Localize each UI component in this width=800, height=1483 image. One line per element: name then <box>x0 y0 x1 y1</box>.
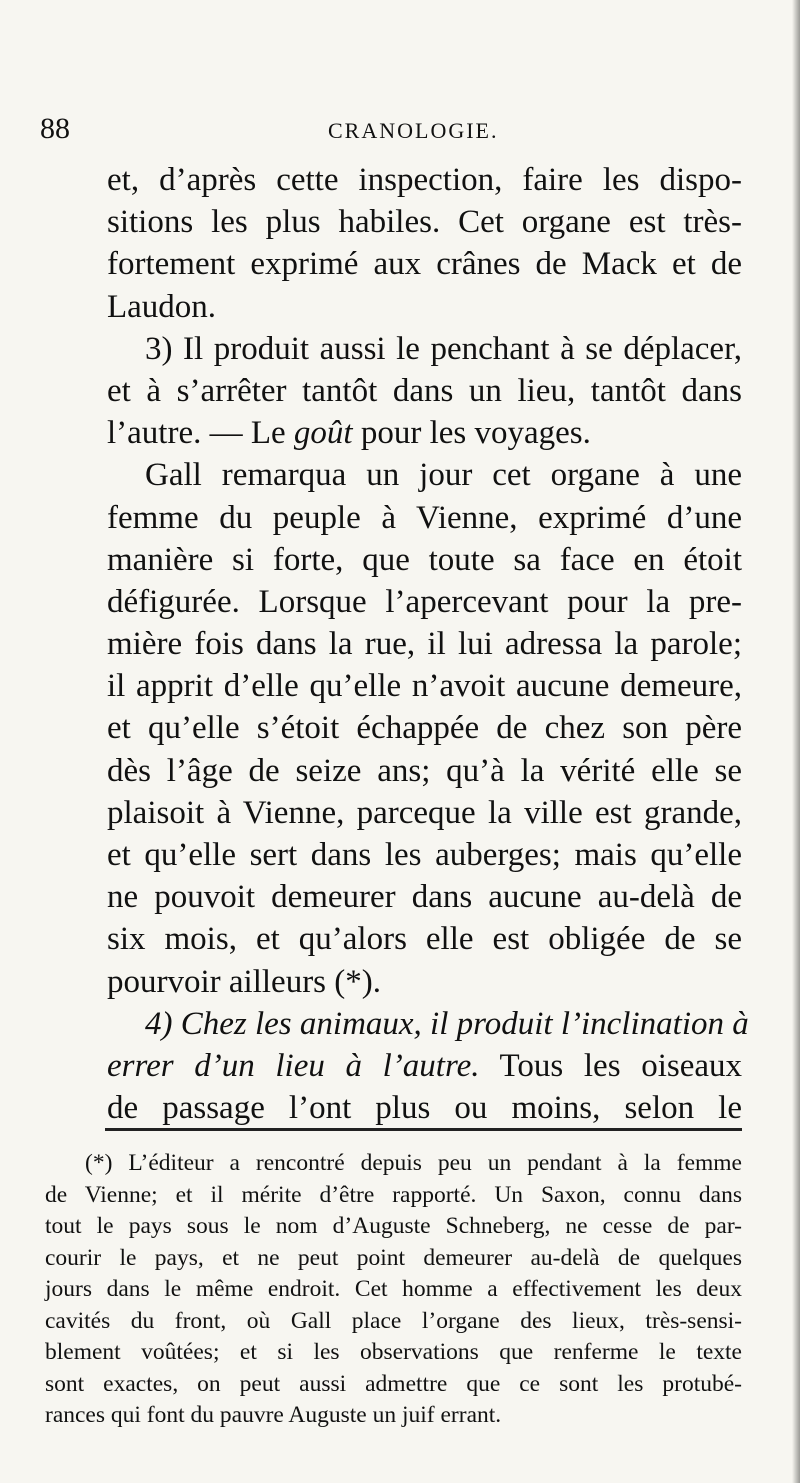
page-edge-shadow <box>792 0 800 1483</box>
body-text <box>107 159 749 1129</box>
text-line: sitions les plus habiles. Cet organe est très- <box>107 204 742 241</box>
text-line: Laudon. <box>107 288 217 325</box>
text-line: plaisoit à Vienne, parceque la ville est grande, <box>107 794 742 831</box>
footnote-line: blement voûtées; et si les observations que renferme le texte <box>45 1339 742 1365</box>
footnote-line: (*) L’éditeur a rencontré depuis peu un pendant à la femme <box>85 1150 742 1176</box>
text-line: et à s’arrêter tantôt dans un lieu, tantôt dans <box>107 372 742 409</box>
page-number: 88 <box>40 112 70 145</box>
italic-run: errer d’un lieu à l’autre. <box>107 1047 480 1084</box>
text-line: fortement exprimé aux crânes de Mack et de <box>107 246 742 283</box>
italic-word: goût <box>293 415 353 452</box>
footnote-line: cavités du front, où Gall place l’organe des lieux, très-sensi- <box>45 1307 742 1334</box>
footnote-line: rances qui font du pauvre Auguste un juif errant. <box>45 1402 502 1428</box>
text-line: femme du peuple à Vienne, exprimé d’une <box>107 499 742 536</box>
text-run: pour les voyages. <box>352 415 591 452</box>
footnote-line: de Vienne; et il mérite d’être rapporté. Un Saxon, connu dans <box>45 1181 742 1208</box>
text-line <box>107 412 742 454</box>
footnote-rule <box>105 1128 742 1131</box>
text-line: de passage l’ont plus ou moins, selon le <box>107 1090 742 1127</box>
text-line <box>107 1045 742 1087</box>
text-line: et, d’après cette inspection, faire les dispo- <box>107 162 742 198</box>
text-run: l’autre. — Le <box>107 415 294 452</box>
footnote-line: jours dans le même endroit. Cet homme a effectivement les deux <box>45 1276 742 1302</box>
text-line: défigurée. Lorsque l’apercevant pour la pre- <box>107 583 742 620</box>
text-run: Tous les oiseaux <box>479 1047 742 1084</box>
text-line: dès l’âge de seize ans; qu’à la vérité elle se <box>107 752 742 789</box>
text-line: et qu’elle s’étoit échappée de chez son père <box>107 710 742 747</box>
text-line: six mois, et qu’alors elle est obligée de se <box>107 921 742 958</box>
footnote-line: tout le pays sous le nom d’Auguste Schneberg, ne cesse de par- <box>45 1213 742 1239</box>
text-line: 3) Il produit aussi le penchant à se déplacer, <box>145 330 742 367</box>
text-line: il apprit d’elle qu’elle n’avoit aucune demeure, <box>107 668 742 705</box>
footnote-line: courir le pays, et ne peut point demeurer au-delà de quelques <box>45 1244 742 1271</box>
text-line: ne pouvoit demeurer dans aucune au-delà de <box>107 879 742 916</box>
running-head: CRANOLOGIE. <box>328 118 499 143</box>
page-header <box>40 112 740 152</box>
text-line: manière si forte, que toute sa face en étoit <box>107 541 742 578</box>
text-line: pourvoir ailleurs (*). <box>107 963 382 1000</box>
text-line: Gall remarqua un jour cet organe à une <box>145 457 742 494</box>
footnote-line: sont exactes, on peut aussi admettre que ce sont les protubé- <box>45 1370 742 1397</box>
text-line: mière fois dans la rue, il lui adressa la parole; <box>107 626 742 663</box>
text-line: et qu’elle sert dans les auberges; mais qu’elle <box>107 837 742 873</box>
text-line: 4) Chez les animaux, il produit l’inclination à <box>145 1005 749 1042</box>
footnote <box>45 1148 742 1432</box>
